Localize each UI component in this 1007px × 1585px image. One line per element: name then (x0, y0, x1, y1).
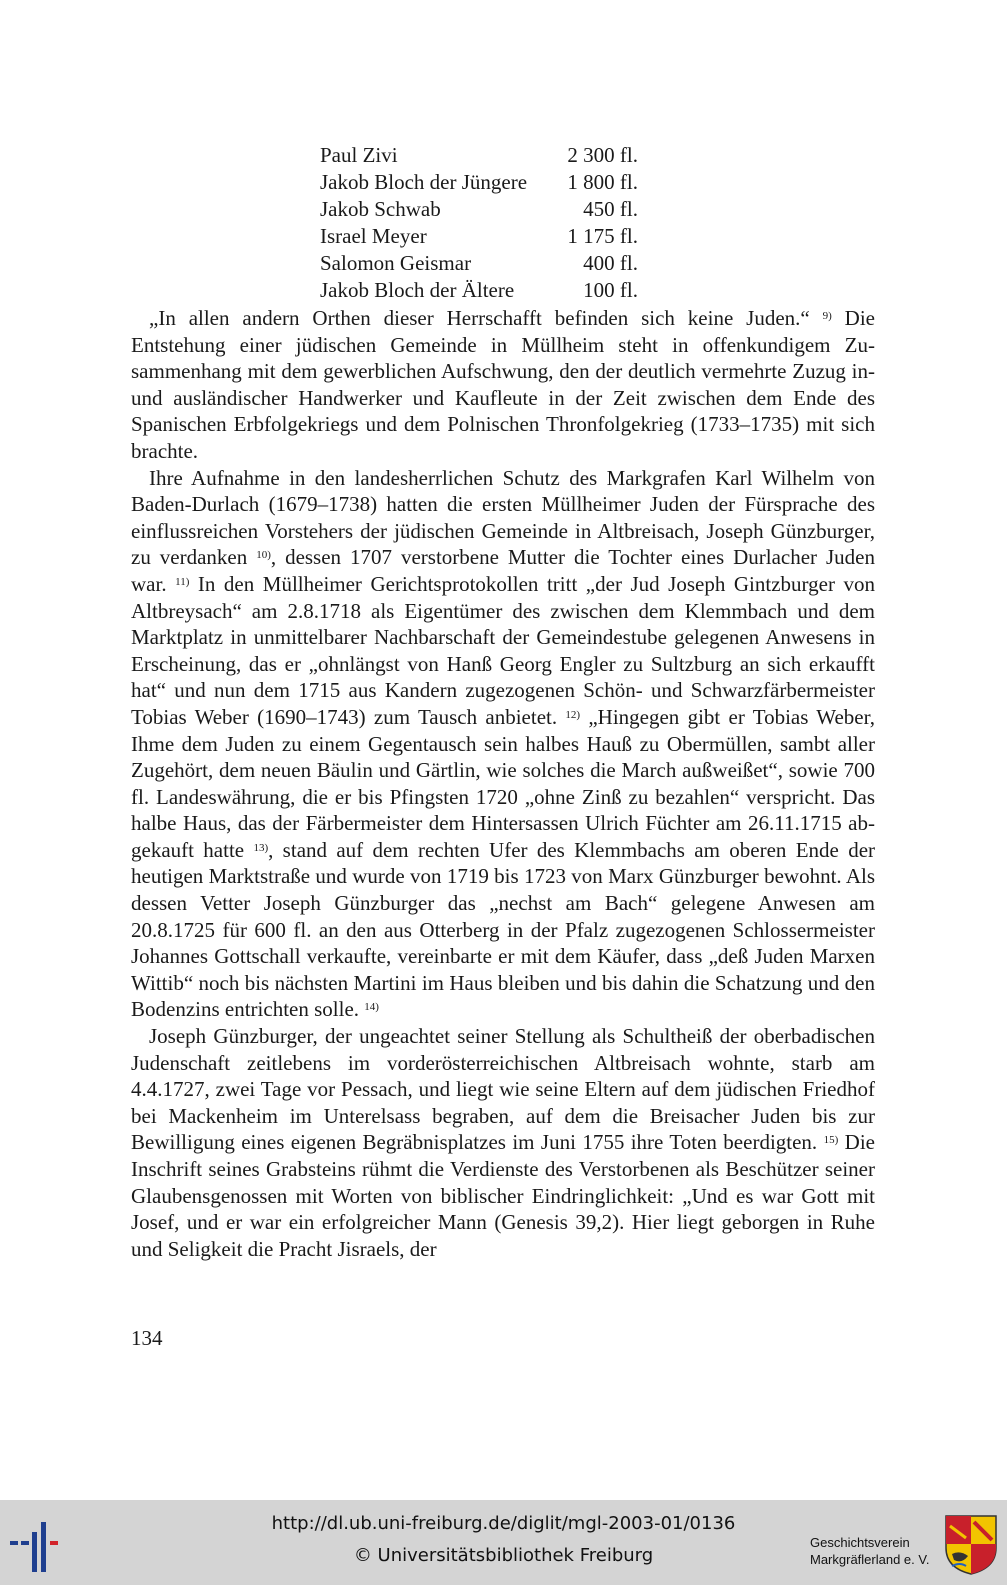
text-run: In den Müllheimer Gerichtsprotokollen tritt „der Jud Joseph Gintzburger von Altbreysach“ am 2.8.1718 als Eigentümer des zwischen dem Klemmbach und dem Marktplatz in unmittelbarer Nachbarschaft der Gemeindestube gelegenen Anwesens in Erscheinung, das er „ohnlängst von Hanß Georg Engler zu Sultzburg an sich erkaufft hat“ und nun dem 1715 aus Kandern zugezogenen Schön- und Schwarzfärbermeister Tobias Weber (1690–1743) zum Tausch anbietet. (131, 571, 875, 729)
markgraeflerland-crest-icon[interactable] (944, 1514, 998, 1576)
footer-url-link[interactable]: http://dl.ub.uni-freiburg.de/diglit/mgl-2003-01/0136 (271, 1513, 736, 1534)
text-run: Joseph Günzburger, der ungeachtet seiner Stellung als Schultheiß der oberbadischen Judenschaft zeitlebens im vorderösterreichischen Altbreisach wohnte, starb am 4.4.1727, zwei Tage vor Pessach, und liegt wie seine Eltern auf dem jüdischen Friedhof bei Mackenheim im Unterelsass begraben, auf dem die Breisacher Juden bis zur Bewilligung eines eigenen Begräbnisplatzes im Juni 1755 ihre Toten beerdigten. (131, 1024, 875, 1155)
society-name (810, 1534, 929, 1568)
donor-name: Salomon Geismar (320, 251, 472, 275)
society-line-1: Geschichtsverein (810, 1535, 910, 1550)
donor-name: Israel Meyer (320, 224, 427, 248)
footer-bar (0, 1500, 1007, 1585)
donation-list (320, 143, 650, 305)
text-run: , dessen 1707 verstorbene Mutter die Tochter eines Durlacher Juden war. (131, 545, 875, 596)
footnote-ref: 11) (175, 575, 190, 588)
list-item (320, 278, 650, 305)
donor-name: Jakob Bloch der Ältere (320, 278, 515, 302)
page-number: 134 (131, 1326, 163, 1350)
donation-amount: 1 800 fl. (567, 170, 638, 194)
paragraph (131, 305, 875, 465)
footer-copyright: © Universitätsbibliothek Freiburg (353, 1545, 654, 1566)
list-item (320, 143, 650, 170)
text-run: , stand auf dem rechten Ufer des Klemmbachs am oberen Ende der heutigen Marktstraße und wurde von 1719 bis 1723 von Marx Günzburger bewohnt. Als dessen Vetter Joseph Günzburger das „nechst am Bach“ gelegene Anwesen am 20.8.1725 für 600 fl. an den aus Otterberg in der Pfalz zugezogenen Schlossermeister Johannes Gottschall verkaufte, vereinbarte er mit dem Käufer, dass „deß Juden Marxen Wittib“ noch bis nächsten Martini im Haus bleiben und bis dahin die Schatzung und den Bodenzins entrichten solle. (131, 837, 876, 1022)
text-run: Die Inschrift seines Grabsteins rühmt die Verdienste des Verstorbenen als Beschützer seiner Glaubensgenossen mit Worten von biblischer Eindringlichkeit: „Und es war Gott mit Josef, und er war ein erfolgreicher Mann (Genesis 39,2). Hier liegt geborgen in Ruhe und Seligkeit die Pracht Jisraels, der (131, 1130, 875, 1261)
donation-amount: 100 fl. (583, 278, 638, 302)
body-text (131, 305, 875, 1262)
donor-name: Jakob Schwab (320, 197, 441, 221)
donor-name: Jakob Bloch der Jüngere (320, 170, 528, 194)
list-item (320, 224, 650, 251)
donor-name: Paul Zivi (320, 143, 398, 167)
paragraph (131, 465, 875, 1023)
footnote-ref: 12) (565, 708, 581, 721)
paragraph (131, 1023, 875, 1262)
footnote-ref: 9) (822, 310, 832, 322)
donation-amount: 450 fl. (583, 197, 638, 221)
footnote-ref: 15) (823, 1134, 839, 1147)
donation-amount: 400 fl. (583, 251, 638, 275)
text-run: Die Entstehung einer jüdischen Gemeinde in Müllheim steht in offenkundigem Zusammenhang mit dem gewerblichen Aufschwung, den der deutlich vermehrte Zuzug in- und ausländischer Handwerker und Kaufleute in der Zeit zwischen dem Ende des Spanischen Erbfolgekriegs und dem Polnischen Thronfolgekrieg (1733–1735) mit sich brachte. (131, 306, 876, 463)
society-line-2: Markgräflerland e. V. (810, 1552, 930, 1567)
list-item (320, 251, 650, 278)
donation-amount: 2 300 fl. (567, 143, 638, 167)
donation-amount: 1 175 fl. (567, 224, 638, 248)
text-run: „Hingegen gibt er Tobias Weber, Ihme dem Juden zu einem Gegentausch sein halbes Hauß zu Obermüllen, sambt aller Zugehört, dem neuen Bäulin und Gärtlin, wie solches die March außweißet“, sowie 700 fl. Landeswährung, die er bis Pfingsten 1720 „ohne Zinß zu bezahlen“ verspricht. Das halbe Haus, das der Färbermeister dem Hintersassen Ulrich Füchter am 26.11.1715 abgekauft hatte (131, 704, 875, 862)
list-item (320, 170, 650, 197)
text-run: „In allen andern Orthen dieser Herrschafft befinden sich keine Juden.“ (149, 306, 823, 330)
footnote-ref: 10) (256, 549, 271, 562)
footnote-ref: 14) (364, 1001, 379, 1014)
footnote-ref: 13) (253, 841, 269, 854)
text-run: Ihre Aufnahme in den landesherrlichen Schutz des Markgrafen Karl Wilhelm von Baden-Durlach (1679–1738) hatten die ersten Müllheimer Juden der Fürsprache des einflussreichen Vorstehers der jüdischen Gemeinde in Altbreisach, Joseph Günzburger, zu verdanken (131, 465, 875, 570)
list-item (320, 197, 650, 224)
